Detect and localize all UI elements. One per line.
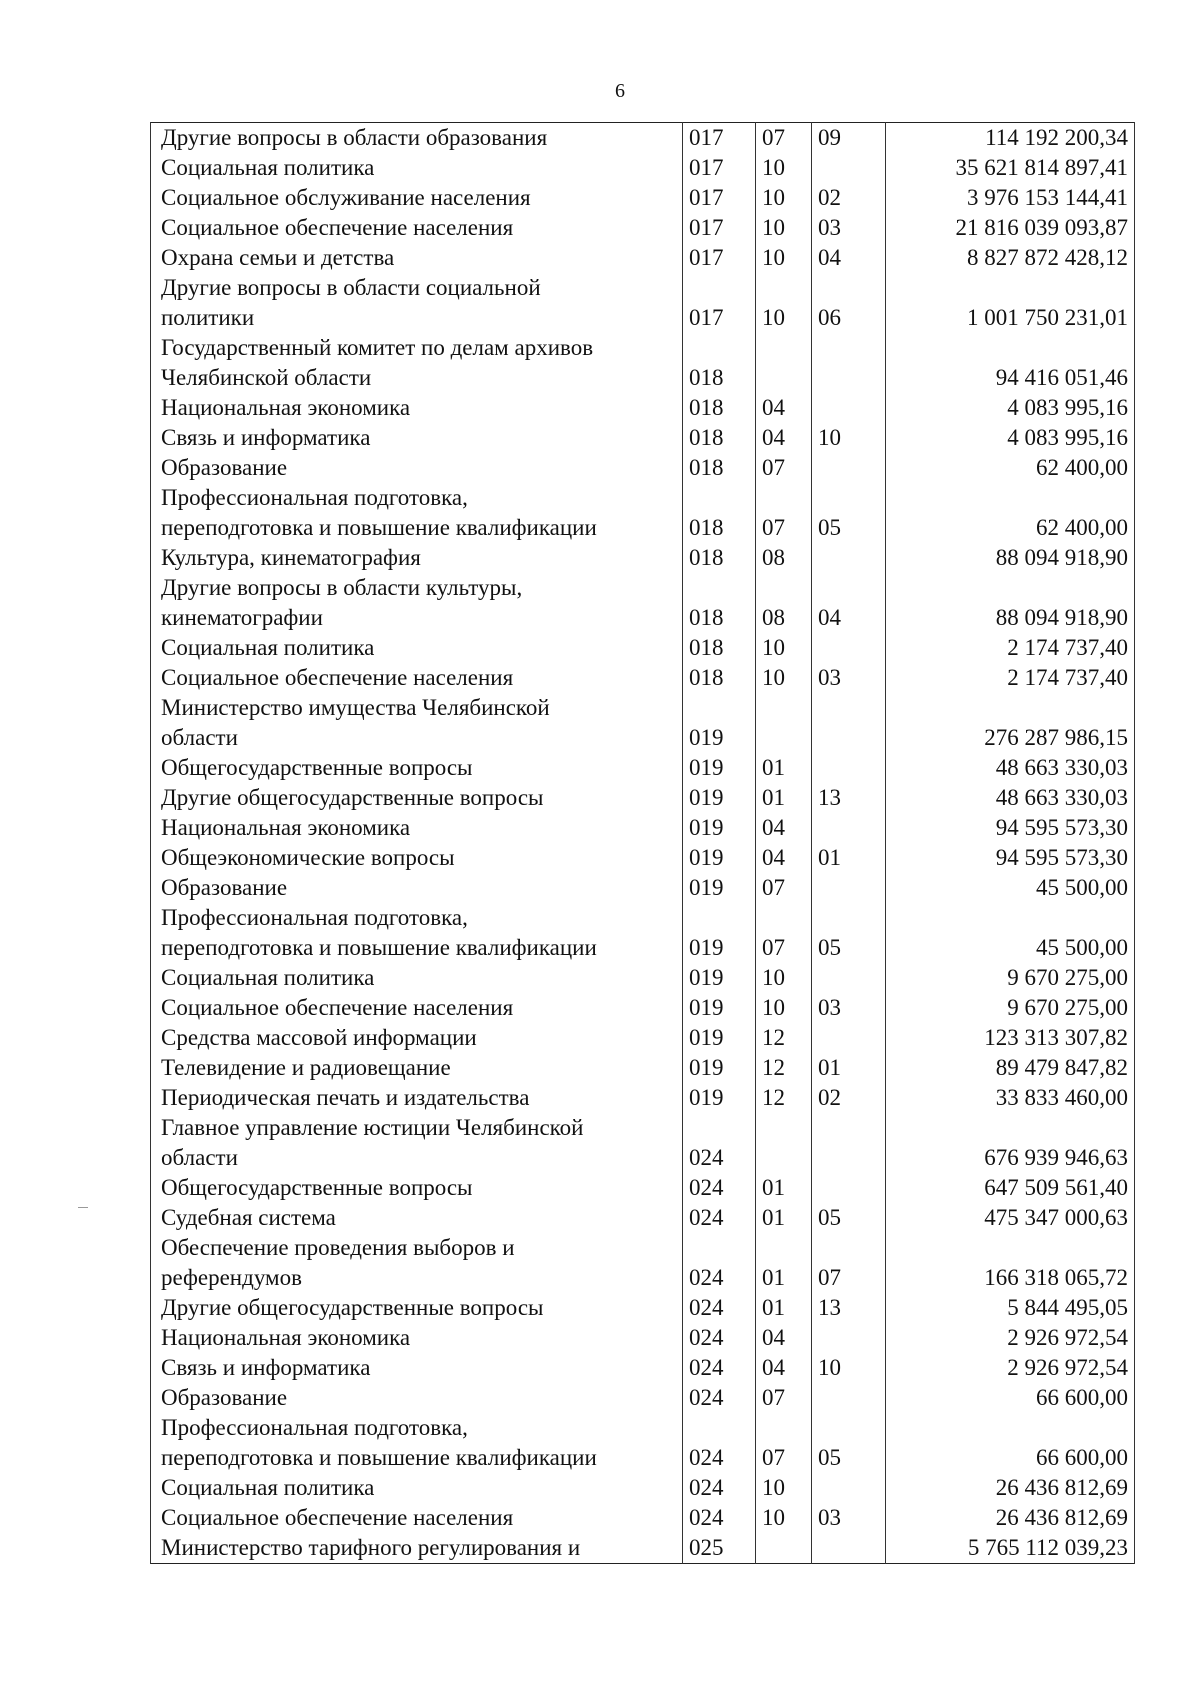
table-row — [151, 333, 1135, 393]
row-grbs-code: 025 — [683, 1533, 756, 1564]
table-row — [151, 483, 1135, 543]
row-subsection-code — [812, 1113, 886, 1173]
row-section-code — [756, 693, 812, 753]
row-subsection-code — [812, 693, 886, 753]
row-name — [151, 573, 683, 633]
row-grbs-code: 017 — [683, 243, 756, 273]
row-section-code: 10 — [756, 633, 812, 663]
row-name — [151, 663, 683, 693]
row-name — [151, 393, 683, 423]
row-grbs-code: 019 — [683, 1083, 756, 1113]
row-amount: 48 663 330,03 — [886, 753, 1135, 783]
row-subsection-code — [812, 1383, 886, 1413]
row-name-line: переподготовка и повышение квалификации — [161, 935, 597, 960]
row-section-code: 04 — [756, 813, 812, 843]
row-name — [151, 633, 683, 663]
row-section-code: 01 — [756, 1233, 812, 1293]
row-grbs-code: 017 — [683, 153, 756, 183]
row-section-code: 07 — [756, 873, 812, 903]
row-amount: 45 500,00 — [886, 903, 1135, 963]
table-row — [151, 273, 1135, 333]
row-name — [151, 693, 683, 753]
row-amount: 8 827 872 428,12 — [886, 243, 1135, 273]
row-section-code: 10 — [756, 1503, 812, 1533]
row-name-line: области — [161, 725, 238, 750]
table-row — [151, 183, 1135, 213]
row-grbs-code: 024 — [683, 1203, 756, 1233]
row-section-code: 12 — [756, 1053, 812, 1083]
row-name-line: Другие вопросы в области образования — [161, 125, 548, 150]
table-row — [151, 1533, 1135, 1564]
row-name-line: Социальное обеспечение населения — [161, 665, 514, 690]
row-subsection-code: 07 — [812, 1233, 886, 1293]
table-row — [151, 1503, 1135, 1533]
table-row — [151, 843, 1135, 873]
row-amount: 4 083 995,16 — [886, 423, 1135, 453]
row-name-line: референдумов — [161, 1265, 302, 1290]
row-name — [151, 243, 683, 273]
row-subsection-code — [812, 753, 886, 783]
row-section-code: 04 — [756, 393, 812, 423]
row-grbs-code: 024 — [683, 1413, 756, 1473]
row-name — [151, 963, 683, 993]
row-grbs-code: 019 — [683, 1023, 756, 1053]
row-amount: 9 670 275,00 — [886, 993, 1135, 1023]
row-name-line: Социальная политика — [161, 1475, 375, 1500]
row-name-line: Главное управление юстиции Челябинской — [161, 1115, 584, 1140]
row-name-line: Телевидение и радиовещание — [161, 1055, 451, 1080]
row-subsection-code: 04 — [812, 573, 886, 633]
row-section-code: 01 — [756, 753, 812, 783]
row-section-code: 07 — [756, 1413, 812, 1473]
row-name-line: Образование — [161, 875, 288, 900]
row-subsection-code: 05 — [812, 1203, 886, 1233]
row-name — [151, 993, 683, 1023]
row-name — [151, 183, 683, 213]
row-amount: 21 816 039 093,87 — [886, 213, 1135, 243]
row-subsection-code: 03 — [812, 213, 886, 243]
row-subsection-code: 03 — [812, 993, 886, 1023]
row-subsection-code: 01 — [812, 1053, 886, 1083]
row-name — [151, 213, 683, 243]
row-grbs-code: 024 — [683, 1383, 756, 1413]
table-row — [151, 243, 1135, 273]
row-grbs-code: 019 — [683, 873, 756, 903]
row-name — [151, 903, 683, 963]
row-grbs-code: 018 — [683, 573, 756, 633]
row-name — [151, 783, 683, 813]
row-subsection-code: 03 — [812, 663, 886, 693]
row-subsection-code — [812, 633, 886, 663]
row-amount: 66 600,00 — [886, 1383, 1135, 1413]
table-row — [151, 123, 1135, 154]
row-grbs-code: 018 — [683, 423, 756, 453]
row-name-line: Министерство тарифного регулирования и — [161, 1535, 581, 1560]
row-name — [151, 1293, 683, 1323]
row-grbs-code: 017 — [683, 273, 756, 333]
row-amount: 1 001 750 231,01 — [886, 273, 1135, 333]
row-name — [151, 333, 683, 393]
row-grbs-code: 019 — [683, 903, 756, 963]
row-grbs-code: 017 — [683, 123, 756, 154]
row-name-line: Общегосударственные вопросы — [161, 1175, 473, 1200]
row-amount: 94 595 573,30 — [886, 843, 1135, 873]
row-amount: 89 479 847,82 — [886, 1053, 1135, 1083]
row-amount: 123 313 307,82 — [886, 1023, 1135, 1053]
row-grbs-code: 024 — [683, 1323, 756, 1353]
row-section-code: 08 — [756, 573, 812, 633]
row-amount: 88 094 918,90 — [886, 543, 1135, 573]
row-subsection-code: 05 — [812, 1413, 886, 1473]
row-name — [151, 273, 683, 333]
row-name-line: Другие вопросы в области культуры, — [161, 575, 523, 600]
row-grbs-code: 024 — [683, 1503, 756, 1533]
row-name — [151, 1023, 683, 1053]
row-grbs-code: 019 — [683, 783, 756, 813]
table-row — [151, 813, 1135, 843]
row-name — [151, 1413, 683, 1473]
row-section-code: 01 — [756, 1173, 812, 1203]
table-row — [151, 453, 1135, 483]
page-number: 6 — [615, 80, 625, 102]
row-name — [151, 483, 683, 543]
row-section-code: 04 — [756, 1323, 812, 1353]
table-row — [151, 393, 1135, 423]
row-name — [151, 1203, 683, 1233]
row-name — [151, 1113, 683, 1173]
row-section-code: 10 — [756, 153, 812, 183]
row-grbs-code: 024 — [683, 1113, 756, 1173]
row-name-line: Связь и информатика — [161, 425, 371, 450]
row-section-code: 08 — [756, 543, 812, 573]
row-amount: 5 844 495,05 — [886, 1293, 1135, 1323]
row-section-code: 07 — [756, 123, 812, 154]
row-name-line: Социальная политика — [161, 635, 375, 660]
row-amount: 4 083 995,16 — [886, 393, 1135, 423]
row-amount: 647 509 561,40 — [886, 1173, 1135, 1203]
row-section-code: 04 — [756, 1353, 812, 1383]
row-name-line: кинематографии — [161, 605, 323, 630]
row-grbs-code: 019 — [683, 813, 756, 843]
row-section-code: 12 — [756, 1083, 812, 1113]
table-row — [151, 1293, 1135, 1323]
row-amount: 2 926 972,54 — [886, 1353, 1135, 1383]
row-amount: 5 765 112 039,23 — [886, 1533, 1135, 1564]
row-name-line: Общеэкономические вопросы — [161, 845, 455, 870]
row-subsection-code: 09 — [812, 123, 886, 154]
table-row — [151, 1233, 1135, 1293]
row-name-line: области — [161, 1145, 238, 1170]
row-name-line: Другие общегосударственные вопросы — [161, 1295, 544, 1320]
table-row — [151, 153, 1135, 183]
budget-table — [150, 122, 1135, 1564]
row-section-code: 01 — [756, 1203, 812, 1233]
row-grbs-code: 017 — [683, 213, 756, 243]
table-row — [151, 1173, 1135, 1203]
row-amount: 276 287 986,15 — [886, 693, 1135, 753]
row-grbs-code: 017 — [683, 183, 756, 213]
row-amount: 48 663 330,03 — [886, 783, 1135, 813]
row-section-code — [756, 1113, 812, 1173]
row-name-line: Охрана семьи и детства — [161, 245, 395, 270]
row-grbs-code: 019 — [683, 753, 756, 783]
row-name-line: Национальная экономика — [161, 395, 411, 420]
row-amount: 166 318 065,72 — [886, 1233, 1135, 1293]
row-subsection-code — [812, 543, 886, 573]
row-grbs-code: 024 — [683, 1473, 756, 1503]
row-amount: 62 400,00 — [886, 483, 1135, 543]
row-grbs-code: 019 — [683, 1053, 756, 1083]
table-row — [151, 573, 1135, 633]
row-subsection-code — [812, 333, 886, 393]
row-name-line: Периодическая печать и издательства — [161, 1085, 530, 1110]
row-subsection-code: 05 — [812, 483, 886, 543]
table-row — [151, 993, 1135, 1023]
row-grbs-code: 019 — [683, 993, 756, 1023]
row-name-line: Профессиональная подготовка, — [161, 1415, 468, 1440]
row-subsection-code: 10 — [812, 423, 886, 453]
row-grbs-code: 018 — [683, 393, 756, 423]
row-name-line: Социальное обслуживание населения — [161, 185, 531, 210]
row-subsection-code: 05 — [812, 903, 886, 963]
row-grbs-code: 019 — [683, 843, 756, 873]
row-name-line: Связь и информатика — [161, 1355, 371, 1380]
row-amount: 676 939 946,63 — [886, 1113, 1135, 1173]
table-row — [151, 1083, 1135, 1113]
row-name-line: Средства массовой информации — [161, 1025, 477, 1050]
row-name-line: Профессиональная подготовка, — [161, 905, 468, 930]
row-name — [151, 123, 683, 154]
table-row — [151, 753, 1135, 783]
row-name — [151, 1233, 683, 1293]
row-amount: 114 192 200,34 — [886, 123, 1135, 154]
row-name-line: Социальное обеспечение населения — [161, 215, 514, 240]
row-section-code: 10 — [756, 273, 812, 333]
row-grbs-code: 024 — [683, 1233, 756, 1293]
table-row — [151, 213, 1135, 243]
row-name-line: Культура, кинематография — [161, 545, 421, 570]
row-name — [151, 813, 683, 843]
row-grbs-code: 018 — [683, 663, 756, 693]
table-row — [151, 423, 1135, 453]
row-subsection-code: 13 — [812, 1293, 886, 1323]
row-name — [151, 423, 683, 453]
row-name-line: Социальное обеспечение населения — [161, 995, 514, 1020]
row-subsection-code: 04 — [812, 243, 886, 273]
row-name-line: Образование — [161, 455, 288, 480]
row-name-line: Государственный комитет по делам архивов — [161, 335, 594, 360]
row-amount: 9 670 275,00 — [886, 963, 1135, 993]
row-amount: 475 347 000,63 — [886, 1203, 1135, 1233]
row-amount: 3 976 153 144,41 — [886, 183, 1135, 213]
table-row — [151, 663, 1135, 693]
row-section-code: 10 — [756, 1473, 812, 1503]
row-subsection-code — [812, 153, 886, 183]
row-name — [151, 1503, 683, 1533]
row-name — [151, 1173, 683, 1203]
table-row — [151, 963, 1135, 993]
row-subsection-code: 13 — [812, 783, 886, 813]
row-section-code: 01 — [756, 783, 812, 813]
row-grbs-code: 024 — [683, 1353, 756, 1383]
row-section-code: 10 — [756, 663, 812, 693]
table-row — [151, 1023, 1135, 1053]
row-name — [151, 1473, 683, 1503]
row-name — [151, 873, 683, 903]
row-name — [151, 1353, 683, 1383]
row-amount: 2 926 972,54 — [886, 1323, 1135, 1353]
table-row — [151, 903, 1135, 963]
row-amount: 66 600,00 — [886, 1413, 1135, 1473]
row-name-line: Профессиональная подготовка, — [161, 485, 468, 510]
row-section-code: 10 — [756, 243, 812, 273]
row-name — [151, 1323, 683, 1353]
row-subsection-code — [812, 393, 886, 423]
row-name-line: Национальная экономика — [161, 1325, 411, 1350]
row-section-code: 10 — [756, 213, 812, 243]
row-amount: 33 833 460,00 — [886, 1083, 1135, 1113]
table-row — [151, 693, 1135, 753]
row-section-code: 10 — [756, 963, 812, 993]
row-subsection-code: 01 — [812, 843, 886, 873]
row-subsection-code: 10 — [812, 1353, 886, 1383]
row-section-code — [756, 333, 812, 393]
row-grbs-code: 024 — [683, 1293, 756, 1323]
row-name — [151, 543, 683, 573]
row-section-code: 04 — [756, 843, 812, 873]
table-row — [151, 1113, 1135, 1173]
row-name-line: Другие вопросы в области социальной — [161, 275, 541, 300]
row-name-line: политики — [161, 305, 255, 330]
row-section-code: 10 — [756, 183, 812, 213]
row-name-line: Министерство имущества Челябинской — [161, 695, 550, 720]
row-name — [151, 453, 683, 483]
row-name — [151, 1053, 683, 1083]
table-row — [151, 1473, 1135, 1503]
row-name — [151, 753, 683, 783]
table-row — [151, 633, 1135, 663]
table-row — [151, 543, 1135, 573]
row-amount: 26 436 812,69 — [886, 1473, 1135, 1503]
row-name-line: Национальная экономика — [161, 815, 411, 840]
row-grbs-code: 019 — [683, 693, 756, 753]
row-grbs-code: 018 — [683, 543, 756, 573]
row-grbs-code: 024 — [683, 1173, 756, 1203]
row-name-line: Образование — [161, 1385, 288, 1410]
row-amount: 35 621 814 897,41 — [886, 153, 1135, 183]
row-subsection-code — [812, 873, 886, 903]
row-name — [151, 843, 683, 873]
row-section-code: 07 — [756, 903, 812, 963]
row-subsection-code — [812, 1473, 886, 1503]
row-subsection-code — [812, 813, 886, 843]
row-subsection-code: 02 — [812, 1083, 886, 1113]
row-amount: 45 500,00 — [886, 873, 1135, 903]
row-name — [151, 1533, 683, 1564]
budget-table-body — [151, 123, 1135, 1564]
row-section-code: 04 — [756, 423, 812, 453]
row-subsection-code — [812, 453, 886, 483]
row-grbs-code: 018 — [683, 483, 756, 543]
row-name-line: Социальная политика — [161, 155, 375, 180]
row-amount: 2 174 737,40 — [886, 663, 1135, 693]
row-name — [151, 153, 683, 183]
table-row — [151, 1323, 1135, 1353]
row-section-code: 01 — [756, 1293, 812, 1323]
row-name-line: переподготовка и повышение квалификации — [161, 1445, 597, 1470]
row-name — [151, 1383, 683, 1413]
row-name-line: Социальная политика — [161, 965, 375, 990]
margin-mark — [78, 1207, 88, 1208]
row-amount: 2 174 737,40 — [886, 633, 1135, 663]
row-grbs-code: 018 — [683, 453, 756, 483]
row-subsection-code: 02 — [812, 183, 886, 213]
row-name-line: Челябинской области — [161, 365, 372, 390]
row-grbs-code: 019 — [683, 963, 756, 993]
row-subsection-code — [812, 963, 886, 993]
table-row — [151, 1383, 1135, 1413]
table-row — [151, 1413, 1135, 1473]
row-name-line: Общегосударственные вопросы — [161, 755, 473, 780]
row-section-code: 10 — [756, 993, 812, 1023]
row-section-code: 12 — [756, 1023, 812, 1053]
row-amount: 94 595 573,30 — [886, 813, 1135, 843]
row-name-line: Другие общегосударственные вопросы — [161, 785, 544, 810]
table-row — [151, 873, 1135, 903]
row-amount: 88 094 918,90 — [886, 573, 1135, 633]
row-name-line: Обеспечение проведения выборов и — [161, 1235, 515, 1260]
row-grbs-code: 018 — [683, 633, 756, 663]
table-row — [151, 1053, 1135, 1083]
row-section-code: 07 — [756, 1383, 812, 1413]
row-amount: 26 436 812,69 — [886, 1503, 1135, 1533]
row-section-code: 07 — [756, 483, 812, 543]
table-row — [151, 1203, 1135, 1233]
row-section-code: 07 — [756, 453, 812, 483]
row-name — [151, 1083, 683, 1113]
row-subsection-code: 03 — [812, 1503, 886, 1533]
row-amount: 94 416 051,46 — [886, 333, 1135, 393]
table-row — [151, 1353, 1135, 1383]
row-subsection-code — [812, 1533, 886, 1564]
row-name-line: Судебная система — [161, 1205, 336, 1230]
row-name-line: Социальное обеспечение населения — [161, 1505, 514, 1530]
table-row — [151, 783, 1135, 813]
row-subsection-code — [812, 1173, 886, 1203]
row-name-line: переподготовка и повышение квалификации — [161, 515, 597, 540]
row-subsection-code: 06 — [812, 273, 886, 333]
row-section-code — [756, 1533, 812, 1564]
row-grbs-code: 018 — [683, 333, 756, 393]
row-subsection-code — [812, 1323, 886, 1353]
row-subsection-code — [812, 1023, 886, 1053]
row-amount: 62 400,00 — [886, 453, 1135, 483]
